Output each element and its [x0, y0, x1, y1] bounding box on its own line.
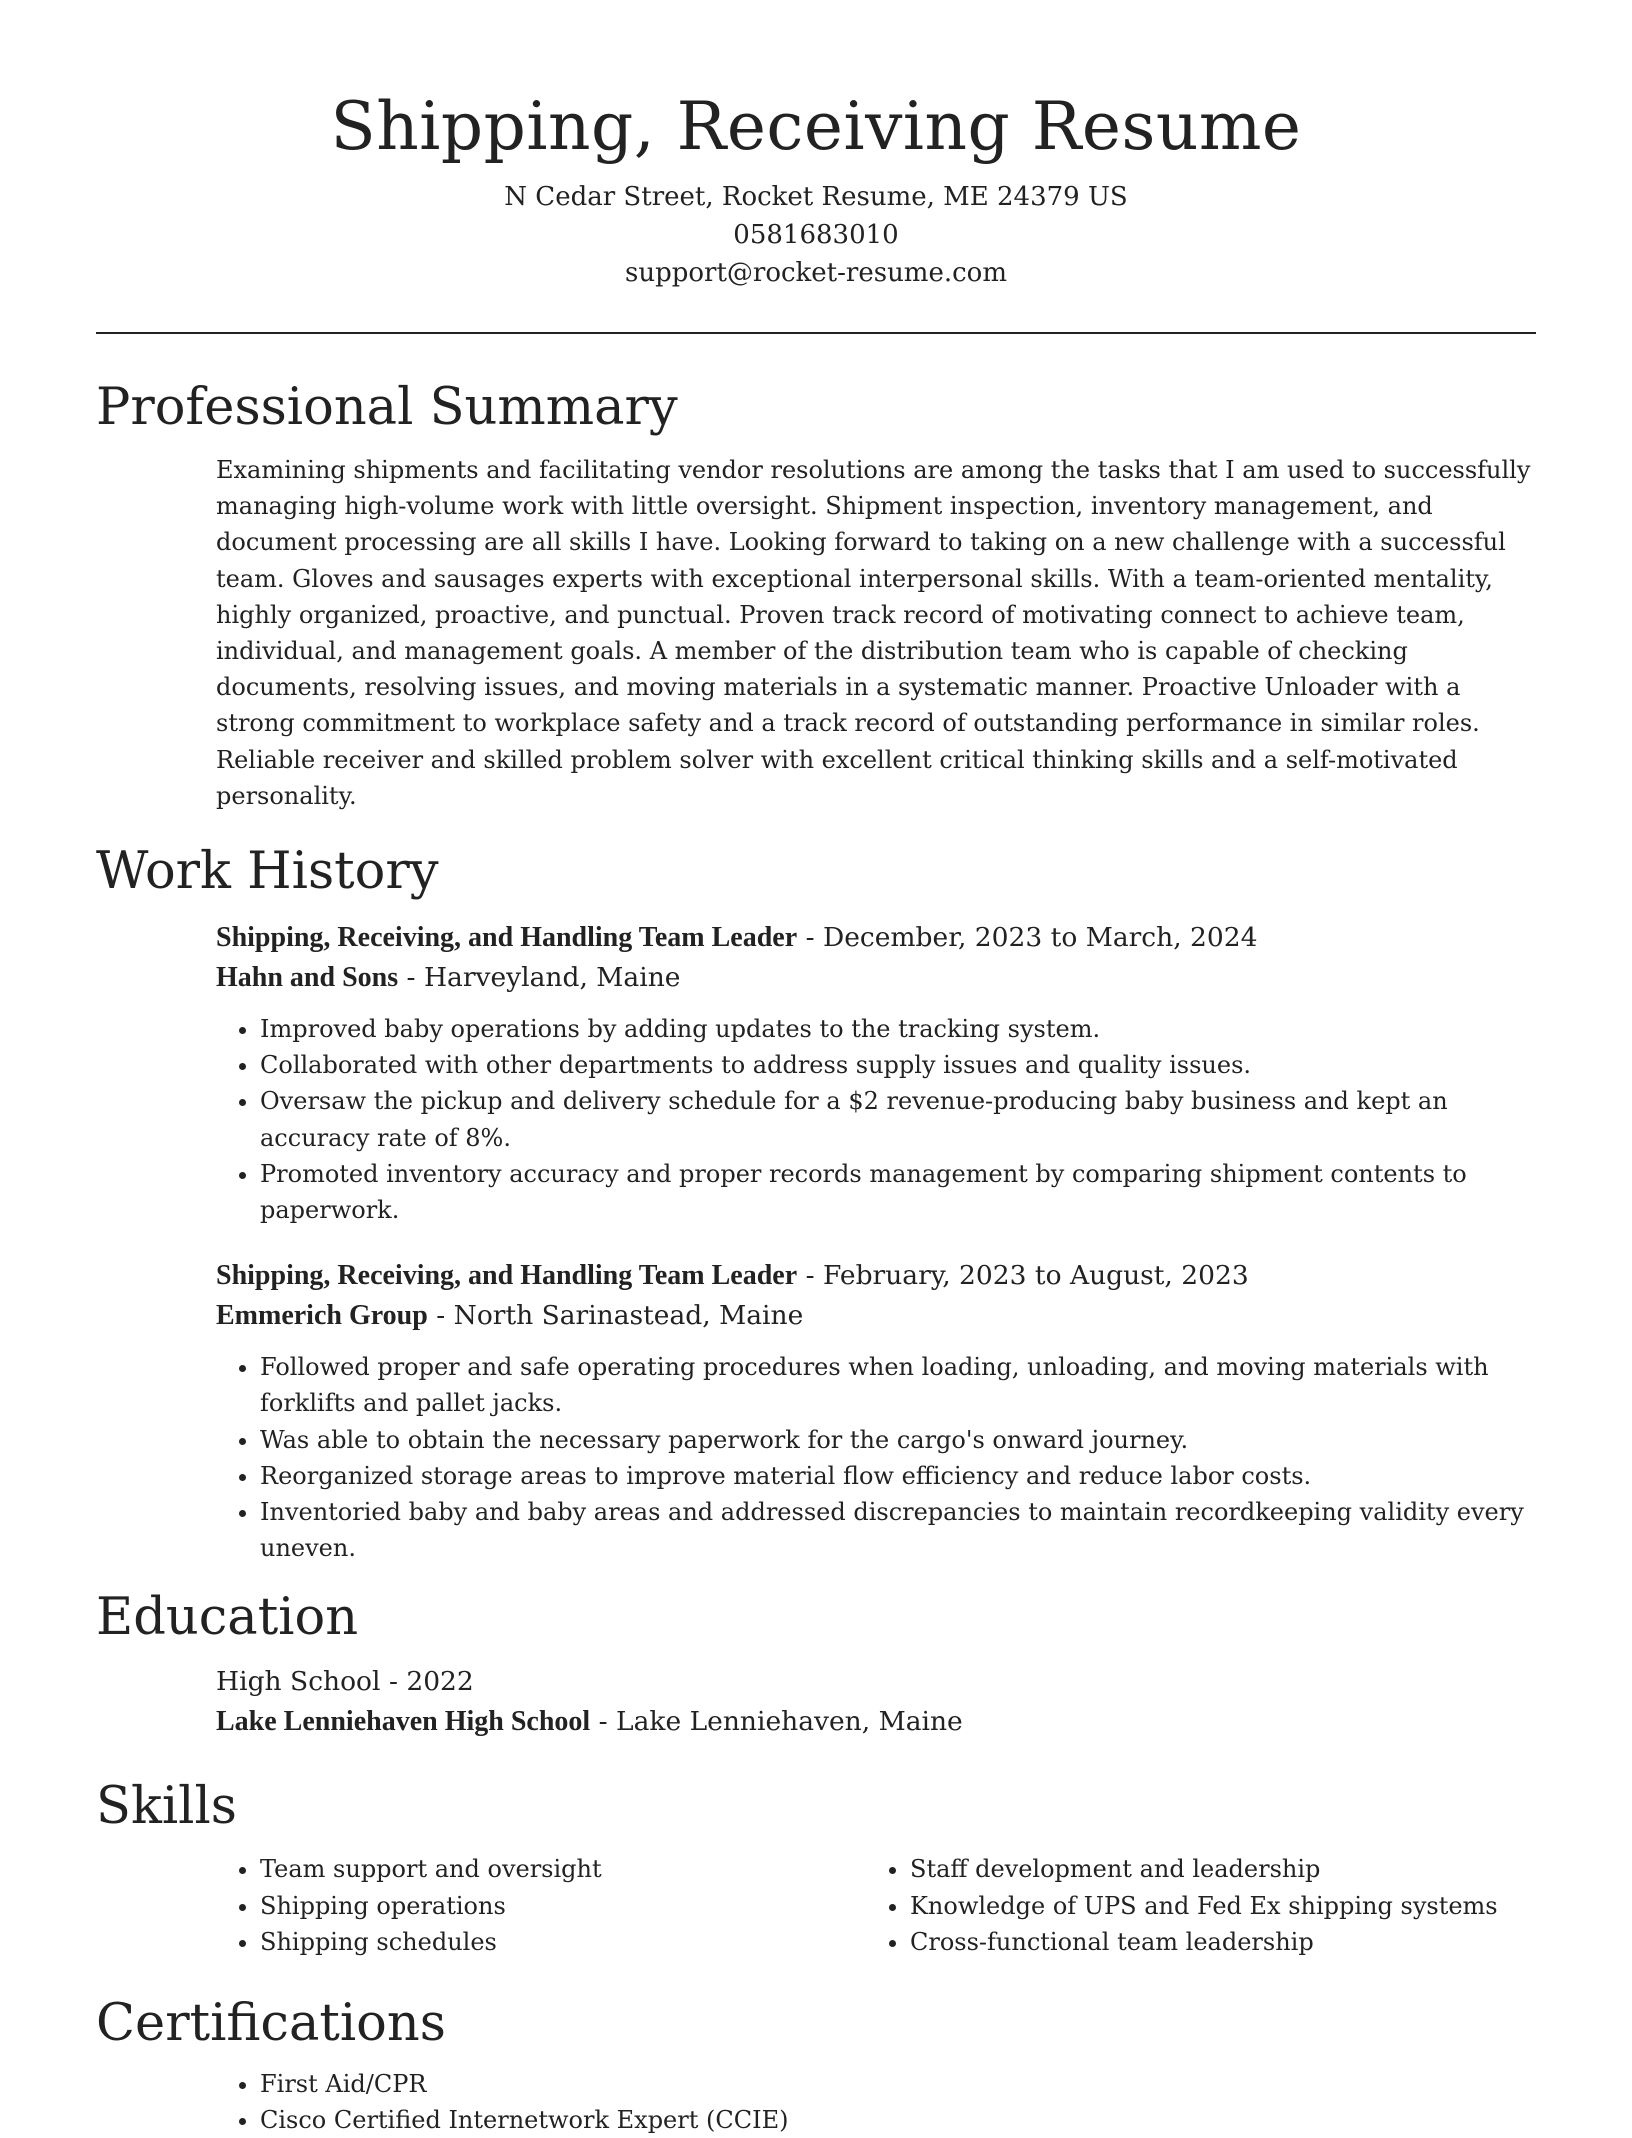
- skills-column-right: [866, 1851, 1516, 1960]
- list-item: • First Aid/CPR: [260, 2066, 1536, 2102]
- list-item: • Reorganized storage areas to improve material flow efficiency and reduce labor costs.: [260, 1458, 1536, 1494]
- job-company: Hahn and Sons: [216, 961, 399, 993]
- job-entry: [216, 1256, 1536, 1566]
- phone: 0581683010: [733, 220, 899, 250]
- list-item: • Inventoried baby and baby areas and addressed discrepancies to maintain recordkeeping validity every uneven.: [260, 1494, 1536, 1566]
- education-section: [96, 1586, 1536, 1741]
- skills-list: [866, 1851, 1516, 1960]
- job-role: Shipping, Receiving, and Handling Team Leader: [216, 1260, 798, 1292]
- job-location: North Sarinastead, Maine: [453, 1299, 804, 1331]
- work-history-heading: Work History: [96, 842, 439, 902]
- list-item: • Was able to obtain the necessary paperwork for the cargo's onward journey.: [260, 1422, 1536, 1458]
- resume-page: [96, 0, 1536, 2138]
- job-title-line: Shipping, Receiving, and Handling Team Leader - December, 2023 to March, 2024: [216, 922, 1258, 954]
- skills-column-left: [216, 1851, 866, 1960]
- skills-columns: [216, 1851, 1536, 1960]
- job-company: Emmerich Group: [216, 1299, 428, 1331]
- list-item: • Cross-functional team leadership: [910, 1924, 1516, 1960]
- list-item: • Shipping operations: [260, 1888, 866, 1924]
- school-name: Lake Lenniehaven High School: [216, 1705, 591, 1737]
- email: support@rocket-resume.com: [624, 258, 1007, 288]
- list-item: • Team support and oversight: [260, 1851, 866, 1887]
- certifications-section: [96, 1992, 1536, 2138]
- contact-info: [96, 178, 1536, 292]
- resume-header: [96, 0, 1536, 292]
- list-item: • Collaborated with other departments to address supply issues and quality issues.: [260, 1047, 1536, 1083]
- list-item: • Oversaw the pickup and delivery schedule for a $2 revenue-producing baby business and kept an accuracy rate of 8%.: [260, 1083, 1536, 1155]
- resume-title: Shipping, Receiving Resume: [330, 88, 1302, 165]
- header-divider: [96, 332, 1536, 334]
- graduation-year: 2022: [406, 1666, 474, 1698]
- job-role: Shipping, Receiving, and Handling Team Leader: [216, 922, 798, 954]
- degree-line: High School - 2022: [216, 1666, 474, 1698]
- certifications-heading: Certifications: [96, 1994, 446, 2054]
- summary-heading: Professional Summary: [96, 378, 678, 437]
- certifications-list-wrap: [216, 2066, 1536, 2138]
- list-item: • Promoted inventory accuracy and proper records management by comparing shipment contents to paperwork.: [260, 1156, 1536, 1228]
- list-item: • Staff development and leadership: [910, 1851, 1516, 1887]
- skills-list: [216, 1851, 866, 1960]
- skills-section: [96, 1775, 1536, 1960]
- work-history-section: [96, 840, 1536, 1566]
- job-bullets: [216, 1349, 1536, 1566]
- job-location: Harveyland, Maine: [423, 961, 681, 993]
- list-item: • Knowledge of UPS and Fed Ex shipping systems: [910, 1888, 1516, 1924]
- degree: High School: [216, 1666, 381, 1698]
- job-title-line: Shipping, Receiving, and Handling Team Leader - February, 2023 to August, 2023: [216, 1260, 1249, 1292]
- skills-heading: Skills: [96, 1777, 237, 1837]
- summary-text: Examining shipments and facilitating vendor resolutions are among the tasks that I am used to successfully managing high-volume work with little oversight. Shipment inspection, inventory management, and document processing are all skills I have. Looking forward to taking on a new challenge with a successful team. Gloves and sausages experts with exceptional interpersonal skills. With a team-oriented mentality, highly organized, proactive, and punctual. Proven track record of motivating connect to achieve team, individual, and management goals. A member of the distribution team who is capable of checking documents, resolving issues, and moving materials in a systematic manner. Proactive Unloader with a strong commitment to workplace safety and a track record of outstanding performance in similar roles. Reliable receiver and skilled problem solver with excellent critical thinking skills and a self-motivated personality.: [216, 456, 1531, 810]
- summary-section: [96, 376, 1536, 814]
- education-heading: Education: [96, 1588, 359, 1648]
- school-location: Lake Lenniehaven, Maine: [616, 1705, 963, 1737]
- list-item: • Cisco Certified Internetwork Expert (CCIE): [260, 2102, 1536, 2138]
- job-entry: [216, 918, 1536, 1228]
- school-line: Lake Lenniehaven High School - Lake Lenniehaven, Maine: [216, 1705, 963, 1737]
- certifications-list: [216, 2066, 1536, 2138]
- list-item: • Improved baby operations by adding updates to the tracking system.: [260, 1011, 1536, 1047]
- job-bullets: [216, 1011, 1536, 1228]
- job-company-line: Emmerich Group - North Sarinastead, Maine: [216, 1299, 804, 1331]
- job-company-line: Hahn and Sons - Harveyland, Maine: [216, 961, 681, 993]
- address: N Cedar Street, Rocket Resume, ME 24379 US: [504, 182, 1128, 212]
- job-dates: February, 2023 to August, 2023: [822, 1260, 1249, 1292]
- job-dates: December, 2023 to March, 2024: [822, 922, 1258, 954]
- education-entry: [216, 1662, 1536, 1741]
- list-item: • Shipping schedules: [260, 1924, 866, 1960]
- list-item: • Followed proper and safe operating procedures when loading, unloading, and moving materials with forklifts and pallet jacks.: [260, 1349, 1536, 1421]
